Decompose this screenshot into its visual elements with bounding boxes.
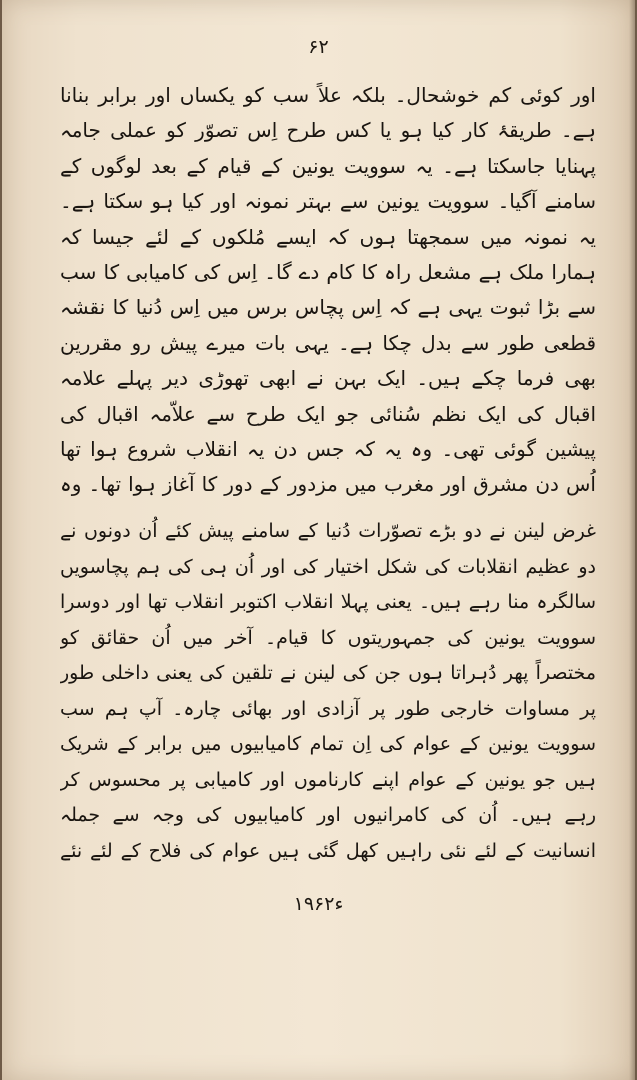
page-edge-shadow	[629, 0, 635, 1080]
page-body	[60, 78, 596, 868]
page-year: ۱۹۶۲ء	[293, 893, 344, 915]
paragraph-1: اور کوئی کم خوشحال۔ بلکہ علاً سب کو یکساں اور برابر بنانا ہے۔ طریقۂ کار کیا ہو یا کس طرح اِس تصوّر کو عملی جامہ پہنایا جاسکتا ہے۔ یہ سوویت یونین کے قیام کے بعد لوگوں کے سامنے آگیا۔ سوویت یونین سے بہتر نمونہ اور کیا ہو سکتا ہے۔ یہ نمونہ میں سمجھتا ہوں کہ ایسے مُلکوں کے لئے جیسا کہ ہمارا ملک ہے مشعل راہ کا کام دے گا۔ اِس کی کامیابی کا سب سے بڑا ثبوت یہی ہے کہ اِس پچاس برس میں اِس دُنیا کا نقشہ قطعی طور سے بدل چکا ہے۔ یہی بات میرے پیش رو مقررین بھی فرما چکے ہیں۔ ایک بہن نے ابھی تھوڑی دیر پہلے علامہ اقبال کی ایک نظم سُنائی جو ایک طرح سے علاّمہ اقبال کی پیشین گوئی تھی۔ وہ یہ کہ جس دن یہ انقلاب شروع ہوا تھا اُس دن مشرق اور مغرب میں مزدور کے دور کا آغاز ہوا تھا۔ وہ	[60, 83, 596, 497]
book-page	[2, 0, 635, 1080]
paragraph-2: غرض لینن نے دو بڑے تصوّرات دُنیا کے سامنے پیش کئے اُن دونوں نے دو عظیم انقلابات کی شکل اختیار کی اور اُن ہی کی ہم پچاسویں سالگرہ منا رہے ہیں۔ یعنی پہلا انقلاب اکتوبر انقلاب تھا اور دوسرا سوویت یونین کی جمہوریتوں کا قیام۔ آخر میں اُن حقائق کو مختصراً پھر دُہراتا ہوں جن کی لینن نے تلقین کی یعنی داخلی طور پر مساوات خارجی طور پر آزادی اور بھائی چارہ۔ آپ ہم سب سوویت یونین کے عوام کی اِن تمام کامیابیوں میں برابر کے شریک ہیں جو یونین کے عوام اپنے کارناموں اور کامیابی پر محسوس کر رہے ہیں۔ اُن کی کامرانیوں اور کامیابیوں کی وجہ سے جملہ انسانیت کے لئے نئی راہیں کھل گئی ہیں عوام کی فلاح کے لئے نئے	[60, 520, 596, 862]
page-number: ۶۲	[308, 36, 329, 58]
